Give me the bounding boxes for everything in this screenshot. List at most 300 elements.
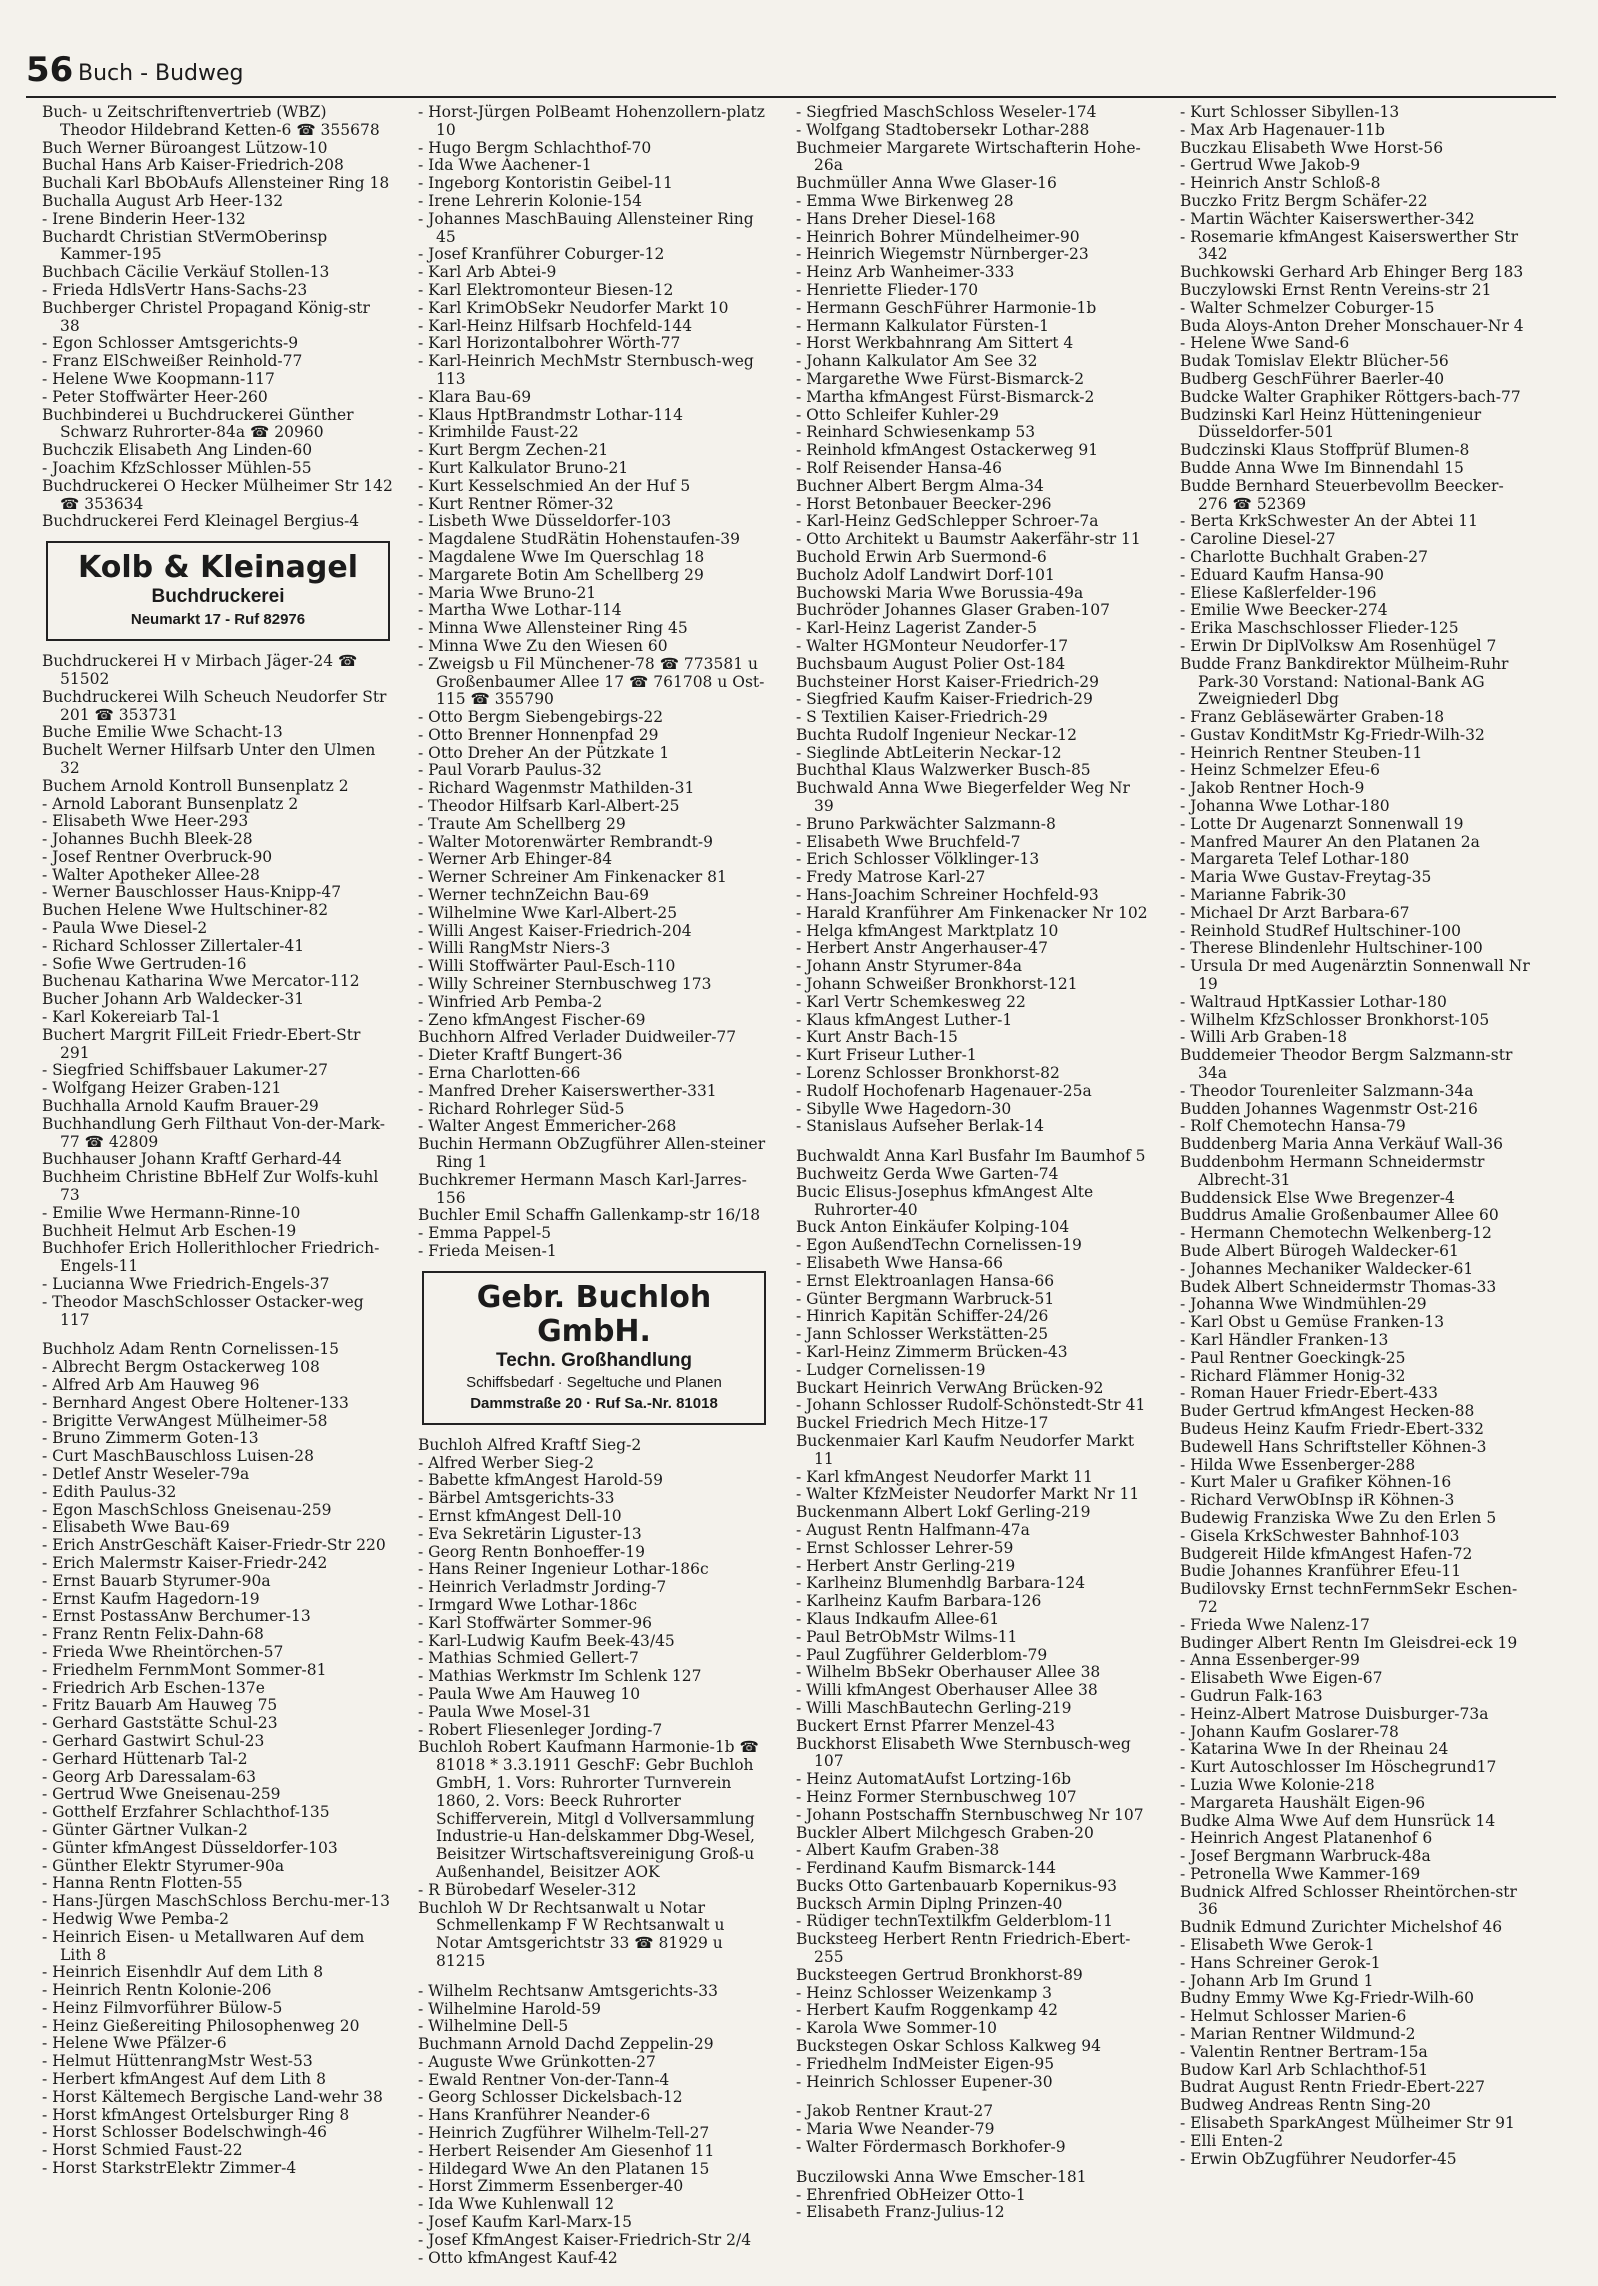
directory-entry: Buchberger Christel Propagand König-str 38 xyxy=(42,298,370,335)
directory-entry: - Heinrich Bohrer Mündelheimer-90 xyxy=(796,227,1080,246)
directory-entry: Buchröder Johannes Glaser Graben-107 xyxy=(796,601,1110,620)
directory-entry: - Dieter Kraftf Bungert-36 xyxy=(418,1046,623,1065)
directory-entry: Bucks Otto Gartenbauarb Kopernikus-93 xyxy=(796,1876,1118,1895)
directory-entry: Buchloh Alfred Kraftf Sieg-2 xyxy=(418,1435,642,1454)
advertisement-box xyxy=(46,541,390,641)
directory-entry: - Heinrich Anstr Schloß-8 xyxy=(1180,174,1381,193)
directory-entry: - Ernst Elektroanlagen Hansa-66 xyxy=(796,1271,1055,1290)
directory-entry: Buchhauser Johann Kraftf Gerhard-44 xyxy=(42,1150,342,1169)
directory-entry: - Brigitte VerwAngest Mülheimer-58 xyxy=(42,1411,328,1430)
directory-entry: - Emma Pappel-5 xyxy=(418,1224,552,1243)
directory-entry: Budny Emmy Wwe Kg-Friedr-Wilh-60 xyxy=(1180,1989,1474,2008)
directory-entry: - Robert Fliesenleger Jording-7 xyxy=(418,1720,663,1739)
directory-entry: - Erika Maschschlosser Flieder-125 xyxy=(1180,619,1459,638)
directory-entry: Budke Alma Wwe Auf dem Hunsrück 14 xyxy=(1180,1811,1496,1830)
directory-entry: Buchkowski Gerhard Arb Ehinger Berg 183 xyxy=(1180,263,1524,282)
directory-entry: Buchwaldt Anna Karl Busfahr Im Baumhof 5 xyxy=(796,1147,1146,1166)
directory-entry: - Friedhelm IndMeister Eigen-95 xyxy=(796,2054,1055,2073)
advertiser-subtitle: Buchdruckerei xyxy=(151,586,285,608)
directory-entry: - Karl Arb Abtei-9 xyxy=(418,263,557,282)
directory-entry: - Waltraud HptKassier Lothar-180 xyxy=(1180,992,1447,1011)
directory-entry: - Ingeborg Kontoristin Geibel-11 xyxy=(418,174,673,193)
directory-entry: - Marianne Fabrik-30 xyxy=(1180,886,1347,905)
directory-entry: Buddenberg Maria Anna Verkäuf Wall-36 xyxy=(1180,1135,1504,1154)
directory-entry: Budrat August Rentn Friedr-Ebert-227 xyxy=(1180,2078,1485,2097)
directory-entry: Budow Karl Arb Schlachthof-51 xyxy=(1180,2060,1429,2079)
directory-entry: - August Rentn Halfmann-47a xyxy=(796,1520,1030,1539)
directory-entry: - Rosemarie kfmAngest Kaiserswerther Str 342 xyxy=(1180,227,1519,264)
directory-entry: - Sofie Wwe Gertruden-16 xyxy=(42,954,247,973)
directory-entry: - Josef Bergmann Warbruck-48a xyxy=(1180,1847,1431,1866)
running-head: Buch - Budweg xyxy=(78,61,244,86)
directory-entry: Budilovsky Ernst technFernmSekr Eschen-72 xyxy=(1180,1580,1518,1616)
directory-entry: Buchdruckerei H v Mirbach Jäger-24 ☎ 51502 xyxy=(42,652,358,688)
directory-entry: - Friedhelm FernmMont Sommer-81 xyxy=(42,1660,327,1679)
directory-entry: - Helga kfmAngest Marktplatz 10 xyxy=(796,921,1059,940)
directory-entry: - Elisabeth Wwe Hansa-66 xyxy=(796,1254,1004,1272)
directory-entry: Buckenmann Albert Lokf Gerling-219 xyxy=(796,1503,1091,1522)
directory-entry: Buckenmaier Karl Kaufm Neudorfer Markt 11 xyxy=(796,1431,1135,1468)
directory-entry: - Gudrun Falk-163 xyxy=(1180,1686,1323,1705)
directory-entry: Buchen Helene Wwe Hultschiner-82 xyxy=(42,901,329,920)
directory-entry: - Herbert kfmAngest Auf dem Lith 8 xyxy=(42,2070,326,2089)
directory-entry: - Eduard Kaufm Hansa-90 xyxy=(1180,565,1384,584)
directory-entry: - Karl Horizontalbohrer Wörth-77 xyxy=(418,334,681,353)
directory-entry: - Ludger Cornelissen-19 xyxy=(796,1360,986,1379)
directory-entry: - Paula Wwe Mosel-31 xyxy=(418,1702,592,1721)
directory-entry: - Kurt Kalkulator Bruno-21 xyxy=(418,458,629,477)
directory-entry: Bude Albert Bürogeh Waldecker-61 xyxy=(1180,1242,1459,1260)
directory-entry: - Willi Arb Graben-18 xyxy=(1180,1028,1348,1047)
directory-entry: - Manfred Dreher Kaiserswerther-331 xyxy=(418,1081,717,1100)
directory-entry: - Hugo Bergm Schlachthof-70 xyxy=(418,138,652,157)
directory-entry: Budde Anna Wwe Im Binnendahl 15 xyxy=(1180,458,1464,477)
directory-entry: - Rüdiger technTextilkfm Gelderblom-11 xyxy=(796,1912,1114,1931)
directory-entry: Buczkau Elisabeth Wwe Horst-56 xyxy=(1180,138,1444,157)
directory-entry: - R Bürobedarf Weseler-312 xyxy=(418,1880,637,1899)
directory-entry: - Wolfgang Stadtobersekr Lothar-288 xyxy=(796,120,1090,139)
spacer xyxy=(418,1971,770,1983)
directory-entry: - Erna Charlotten-66 xyxy=(418,1064,581,1083)
directory-entry: - Klaus kfmAngest Luther-1 xyxy=(796,1010,1013,1029)
directory-entry: - Helmut Schlosser Marien-6 xyxy=(1180,2007,1407,2026)
directory-entry: - Willy Schreiner Sternbuschweg 173 xyxy=(418,975,712,994)
directory-entry: - Werner technZeichn Bau-69 xyxy=(418,886,650,905)
directory-entry: - Detlef Anstr Weseler-79a xyxy=(42,1464,250,1483)
directory-entry: - Frieda HdlsVertr Hans-Sachs-23 xyxy=(42,280,308,299)
directory-entry: - Hinrich Kapitän Schiffer-24/26 xyxy=(796,1307,1049,1326)
directory-entry: - Elli Enten-2 xyxy=(1180,2131,1284,2150)
directory-entry: - Lotte Dr Augenarzt Sonnenwall 19 xyxy=(1180,814,1464,833)
directory-entry: Buchhandlung Gerh Filthaut Von-der-Mark-77 ☎ 42809 xyxy=(42,1114,386,1151)
directory-entry: - Werner Bauschlosser Haus-Knipp-47 xyxy=(42,883,342,902)
advertiser-address: Neumarkt 17 - Ruf 82976 xyxy=(130,611,306,629)
directory-entry: - Irmgard Wwe Lothar-186c xyxy=(418,1595,638,1614)
directory-entry: Buchheim Christine BbHelf Zur Wolfs-kuhl 73 xyxy=(42,1168,379,1205)
directory-entry: - Heinrich Wiegemstr Nürnberger-23 xyxy=(796,245,1089,264)
advertisement-box xyxy=(422,1271,766,1425)
directory-entry: - Richard Wagenmstr Mathilden-31 xyxy=(418,779,695,798)
directory-entry: - Klaus HptBrandmstr Lothar-114 xyxy=(418,405,683,424)
directory-entry: - Werner Arb Ehinger-84 xyxy=(418,850,613,869)
directory-entry: - Walter HGMonteur Neudorfer-17 xyxy=(796,636,1069,655)
directory-entry: - Emilie Wwe Beecker-274 xyxy=(1180,601,1388,620)
directory-entry: - Reinhold kfmAngest Ostackerweg 91 xyxy=(796,441,1099,460)
directory-entry: Buchloh Robert Kaufmann Harmonie-1b ☎ 81018 * 3.3.1911 GeschF: Gebr Buchloh GmbH, 1. Vors: Ruhrorter Turnverein 1860, 2. Vors: Beeck Ruhrorter Schifferverein, Mitgl d Vollversammlung Industrie-u Han-delskammer Dbg-Wesel, Beisitzer Wirtschaftsvereinigung Groß-u Außenhandel, Beisitzer AOK xyxy=(418,1738,759,1881)
directory-entry: Buchhofer Erich Hollerithlocher Friedrich-Engels-11 xyxy=(42,1239,380,1276)
directory-entry: Budde Franz Bankdirektor Mülheim-Ruhr Park-30 Vorstand: National-Bank AG Zweigniederl Dbg xyxy=(1180,654,1509,709)
directory-entry: - Otto Bergm Siebengebirgs-22 xyxy=(418,708,664,727)
directory-entry: - Johannes Mechaniker Waldecker-61 xyxy=(1180,1259,1474,1278)
directory-entry: - Werner Schreiner Am Finkenacker 81 xyxy=(418,868,727,887)
directory-entry: - Elisabeth Wwe Bruchfeld-7 xyxy=(796,832,1021,851)
directory-entry: Buck Anton Einkäufer Kolping-104 xyxy=(796,1218,1070,1237)
directory-entry: - Hermann Chemotechn Welkenberg-12 xyxy=(1180,1224,1492,1243)
directory-entry: Buchthal Klaus Walzwerker Busch-85 xyxy=(796,761,1091,780)
directory-entry: - Gertrud Wwe Jakob-9 xyxy=(1180,156,1361,175)
directory-entry: Budnick Alfred Schlosser Rheintörchen-str 36 xyxy=(1180,1882,1517,1919)
directory-entry: - Petronella Wwe Kammer-169 xyxy=(1180,1864,1421,1883)
column-3 xyxy=(796,104,1148,2269)
directory-entry: - Horst Werkbahnrang Am Sittert 4 xyxy=(796,334,1074,353)
directory-entry: Buchali Karl BbObAufs Allensteiner Ring 18 xyxy=(42,174,390,193)
directory-entry: - Margarethe Wwe Fürst-Bismarck-2 xyxy=(796,369,1085,388)
directory-entry: - Egon AußendTechn Cornelissen-19 xyxy=(796,1236,1082,1255)
directory-entry: - Günther Elektr Styrumer-90a xyxy=(42,1856,285,1875)
directory-entry: - Richard Schlosser Zillertaler-41 xyxy=(42,936,305,955)
directory-entry: - Wilhelm BbSekr Oberhauser Allee 38 xyxy=(796,1663,1101,1682)
directory-entry: - Paul Vorarb Paulus-32 xyxy=(418,761,602,780)
directory-entry: - Josef Kranführer Coburger-12 xyxy=(418,245,665,264)
directory-entry: - Willi Stoffwärter Paul-Esch-110 xyxy=(418,957,676,976)
directory-entry: - Karlheinz Kaufm Barbara-126 xyxy=(796,1592,1042,1611)
directory-entry: Budzinski Karl Heinz Hütteningenieur Düsseldorfer-501 xyxy=(1180,405,1482,442)
directory-entry: - Ehrenfried ObHeizer Otto-1 xyxy=(796,2185,1026,2204)
directory-entry: - Helene Wwe Sand-6 xyxy=(1180,334,1350,353)
directory-entry: - Marian Rentner Wildmund-2 xyxy=(1180,2025,1416,2044)
directory-entry: - Walter Fördermasch Borkhofer-9 xyxy=(796,2138,1066,2157)
directory-entry: Buchweitz Gerda Wwe Garten-74 xyxy=(796,1165,1059,1184)
directory-entry: - Charlotte Buchhalt Graben-27 xyxy=(1180,547,1428,566)
directory-entry: - Otto Schleifer Kuhler-29 xyxy=(796,405,999,424)
directory-entry: - Elisabeth Wwe Gerok-1 xyxy=(1180,1936,1375,1955)
directory-entry: - Paul Zugführer Gelderblom-79 xyxy=(796,1645,1048,1664)
directory-entry: - Ernst Bauarb Styrumer-90a xyxy=(42,1571,271,1590)
directory-entry: - Erich AnstrGeschäft Kaiser-Friedr-Str 220 xyxy=(42,1536,386,1555)
directory-entry: - Horst kfmAngest Ortelsburger Ring 8 xyxy=(42,2105,350,2124)
directory-entry: - Maria Wwe Bruno-21 xyxy=(418,583,597,602)
directory-entry: Buchsteiner Horst Kaiser-Friedrich-29 xyxy=(796,672,1099,691)
directory-entry: Buchin Hermann ObZugführer Allen-steiner Ring 1 xyxy=(418,1135,766,1172)
directory-entry: - Heinrich Rentner Steuben-11 xyxy=(1180,743,1423,762)
directory-entry: - Kurt Maler u Grafiker Köhnen-16 xyxy=(1180,1473,1452,1492)
directory-entry: Buchalla August Arb Heer-132 xyxy=(42,191,284,210)
directory-entry: - Klaus Indkaufm Allee-61 xyxy=(796,1609,1000,1628)
directory-entry: - Maria Wwe Neander-79 xyxy=(796,2120,995,2139)
directory-entry: - Heinz Schlosser Weizenkamp 3 xyxy=(796,1983,1053,2002)
directory-entry: - Paula Wwe Am Hauweg 10 xyxy=(418,1684,641,1703)
directory-entry: - Georg Schlosser Dickelsbach-12 xyxy=(418,2088,683,2107)
directory-entry: - Karl-Heinz GedSchlepper Schroer-7a xyxy=(796,512,1099,531)
page-number: 56 xyxy=(26,50,74,90)
directory-entry: Buczko Fritz Bergm Schäfer-22 xyxy=(1180,191,1428,210)
directory-entry: Budde Bernhard Steuerbevollm Beecker-276 ☎ 52369 xyxy=(1180,476,1504,513)
directory-entry: - Franz Gebläsewärter Graben-18 xyxy=(1180,708,1445,727)
directory-entry: - Reinhold StudRef Hultschiner-100 xyxy=(1180,921,1461,940)
directory-entry: - Paula Wwe Diesel-2 xyxy=(42,919,208,938)
directory-entry: Budek Albert Schneidermstr Thomas-33 xyxy=(1180,1277,1497,1296)
directory-entry: - Hans Reiner Ingenieur Lothar-186c xyxy=(418,1560,709,1579)
directory-entry: - Michael Dr Arzt Barbara-67 xyxy=(1180,903,1410,922)
directory-entry: - Anna Essenberger-99 xyxy=(1180,1651,1360,1670)
directory-entry: - Katarina Wwe In der Rheinau 24 xyxy=(1180,1740,1449,1759)
directory-entry: Buckhorst Elisabeth Wwe Sternbusch-weg 107 xyxy=(796,1734,1131,1771)
directory-entry: - Paul BetrObMstr Wilms-11 xyxy=(796,1627,1018,1646)
directory-entry: - Theodor Tourenleiter Salzmann-34a xyxy=(1180,1081,1474,1100)
directory-entry: - Klara Bau-69 xyxy=(418,387,532,406)
directory-entry: - Siegfried MaschSchloss Weseler-174 xyxy=(796,104,1097,121)
directory-entry: - Karl kfmAngest Neudorfer Markt 11 xyxy=(796,1467,1093,1486)
directory-entry: Budinger Albert Rentn Im Gleisdrei-eck 19 xyxy=(1180,1633,1518,1652)
directory-entry: - Helene Wwe Pfälzer-6 xyxy=(42,2034,227,2053)
directory-entry: - Karl Kokereiarb Tal-1 xyxy=(42,1008,221,1027)
directory-entry: - Günter kfmAngest Düsseldorfer-103 xyxy=(42,1838,338,1857)
directory-entry: - Wilhelm KfzSchlosser Bronkhorst-105 xyxy=(1180,1010,1490,1029)
directory-entry: - Karl Elektromonteur Biesen-12 xyxy=(418,280,674,299)
directory-entry: - Richard Flämmer Honig-32 xyxy=(1180,1366,1406,1385)
directory-entry: - Martin Wächter Kaiserswerther-342 xyxy=(1180,209,1475,228)
directory-entry: - Minna Wwe Zu den Wiesen 60 xyxy=(418,636,668,655)
directory-entry: - Heinrich Verladmstr Jording-7 xyxy=(418,1578,667,1597)
directory-entry: - Hans-Joachim Schreiner Hochfeld-93 xyxy=(796,886,1099,905)
column-4 xyxy=(1180,104,1532,2269)
directory-entry: Buchelt Werner Hilfsarb Unter den Ulmen 32 xyxy=(42,741,376,777)
directory-entry: - Rudolf Hochofenarb Hagenauer-25a xyxy=(796,1081,1092,1100)
directory-entry: - Willi kfmAngest Oberhauser Allee 38 xyxy=(796,1681,1098,1700)
directory-entry: - Walter Schmelzer Coburger-15 xyxy=(1180,298,1435,317)
directory-entry: - Bruno Parkwächter Salzmann-8 xyxy=(796,814,1056,833)
directory-entry: - Karl KrimObSekr Neudorfer Markt 10 xyxy=(418,298,729,317)
directory-entry: - Hildegard Wwe An den Platanen 15 xyxy=(418,2159,710,2178)
directory-entry: - Martha Wwe Lothar-114 xyxy=(418,601,622,620)
directory-entry: Buchmüller Anna Wwe Glaser-16 xyxy=(796,174,1057,193)
directory-entry: Budak Tomislav Elektr Blücher-56 xyxy=(1180,352,1449,371)
directory-entry: - Hedwig Wwe Pemba-2 xyxy=(42,1909,230,1928)
directory-entry: - Gerhard Gaststätte Schul-23 xyxy=(42,1714,278,1733)
directory-entry: - Jakob Rentner Hoch-9 xyxy=(1180,779,1365,798)
directory-entry: Buchmeier Margarete Wirtschafterin Hohe-26a xyxy=(796,138,1141,175)
directory-entry: - Horst Kältemech Bergische Land-wehr 38 xyxy=(42,2087,383,2106)
directory-entry: Buch- u Zeitschriftenvertrieb (WBZ) Theodor Hildebrand Ketten-6 ☎ 355678 xyxy=(42,104,380,139)
directory-entry: - Margarete Botin Am Schellberg 29 xyxy=(418,565,704,584)
directory-entry: - Margareta Telef Lothar-180 xyxy=(1180,850,1410,869)
directory-entry: - Willi MaschBautechn Gerling-219 xyxy=(796,1698,1072,1717)
directory-entry: - Richard Rohrleger Süd-5 xyxy=(418,1099,625,1118)
directory-entry: - Franz ElSchweißer Reinhold-77 xyxy=(42,352,303,371)
directory-entry: Budeus Heinz Kaufm Friedr-Ebert-332 xyxy=(1180,1419,1484,1438)
directory-entry: - Ernst kfmAngest Dell-10 xyxy=(418,1506,622,1525)
directory-entry: - Johann Schweißer Bronkhorst-121 xyxy=(796,975,1078,994)
directory-entry: - Hans-Jürgen MaschSchloss Berchu-mer-13 xyxy=(42,1892,390,1911)
directory-entry: Buddensick Else Wwe Bregenzer-4 xyxy=(1180,1188,1455,1207)
directory-entry: - Siegfried Kaufm Kaiser-Friedrich-29 xyxy=(796,690,1093,709)
directory-entry: - Gerhard Hüttenarb Tal-2 xyxy=(42,1749,248,1768)
directory-entry: - Magdalene Wwe Im Querschlag 18 xyxy=(418,547,705,566)
directory-entry: - Kurt Autoschlosser Im Höschegrund17 xyxy=(1180,1758,1497,1777)
directory-entry: - Auguste Wwe Grünkotten-27 xyxy=(418,2052,656,2071)
directory-entry: - Karl Händler Franken-13 xyxy=(1180,1330,1389,1349)
directory-entry: - Gotthelf Erzfahrer Schlachthof-135 xyxy=(42,1803,330,1822)
directory-entry: - Irene Binderin Heer-132 xyxy=(42,209,246,228)
directory-entry: Buchholz Adam Rentn Cornelissen-15 xyxy=(42,1340,340,1359)
directory-entry: - Hans Kranführer Neander-6 xyxy=(418,2106,651,2125)
directory-entry: - Alfred Werber Sieg-2 xyxy=(418,1453,594,1472)
directory-entry: - Albrecht Bergm Ostackerweg 108 xyxy=(42,1358,320,1377)
directory-entry: - Erwin Dr DiplVolksw Am Rosenhügel 7 xyxy=(1180,636,1497,655)
directory-entry: - Willi RangMstr Niers-3 xyxy=(418,939,611,958)
directory-entry: - Josef KfmAngest Kaiser-Friedrich-Str 2/4 xyxy=(418,2230,752,2249)
directory-entry: - Karl-Ludwig Kaufm Beek-43/45 xyxy=(418,1631,675,1650)
advertiser-name: Gebr. Buchloh GmbH. xyxy=(476,1279,712,1349)
directory-entry: Buchal Hans Arb Kaiser-Friedrich-208 xyxy=(42,156,344,175)
directory-entry: - Johanna Wwe Lothar-180 xyxy=(1180,797,1390,816)
directory-entry: - Roman Hauer Friedr-Ebert-433 xyxy=(1180,1384,1438,1403)
directory-entry: Buckler Albert Milchgesch Graben-20 xyxy=(796,1823,1094,1842)
directory-entry: - Sieglinde AbtLeiterin Neckar-12 xyxy=(796,743,1062,762)
directory-entry: Buddemeier Theodor Bergm Salzmann-str 34a xyxy=(1180,1046,1513,1083)
directory-entry: - Theodor MaschSchlosser Ostacker-weg 117 xyxy=(42,1292,364,1329)
directory-entry: - Therese Blindenlehr Hultschiner-100 xyxy=(1180,939,1483,958)
directory-entry: - Zeno kfmAngest Fischer-69 xyxy=(418,1010,646,1029)
directory-entry: - Reinhard Schwiesenkamp 53 xyxy=(796,423,1036,442)
directory-entry: - Karl-Heinz Hilfsarb Hochfeld-144 xyxy=(418,316,693,335)
directory-entry: - Edith Paulus-32 xyxy=(42,1482,177,1501)
column-2 xyxy=(418,104,770,2269)
directory-entry: - Heinrich Zugführer Wilhelm-Tell-27 xyxy=(418,2124,710,2143)
directory-entry: - Karlheinz Blumenhdlg Barbara-124 xyxy=(796,1574,1086,1593)
directory-entry: Buch Werner Büroangest Lützow-10 xyxy=(42,138,328,157)
directory-entry: - S Textilien Kaiser-Friedrich-29 xyxy=(796,708,1048,727)
directory-entry: - Horst Zimmerm Essenberger-40 xyxy=(418,2177,684,2196)
directory-entry: - Horst-Jürgen PolBeamt Hohenzollern-platz 10 xyxy=(418,104,765,139)
directory-entry: - Krimhilde Faust-22 xyxy=(418,423,579,442)
directory-entry: Bucksch Armin Diplng Prinzen-40 xyxy=(796,1894,1063,1913)
directory-entry: Buchold Erwin Arb Suermond-6 xyxy=(796,547,1047,566)
directory-entry: - Herbert Kaufm Roggenkamp 42 xyxy=(796,2001,1058,2020)
directory-entry: Buchkremer Hermann Masch Karl-Jarres-156 xyxy=(418,1170,747,1207)
directory-entry: - Eliese Kaßlerfelder-196 xyxy=(1180,583,1377,602)
directory-entry: - Alfred Arb Am Hauweg 96 xyxy=(42,1376,260,1394)
directory-entry: - Karola Wwe Sommer-10 xyxy=(796,2019,998,2038)
directory-entry: - Rolf Reisender Hansa-46 xyxy=(796,458,1003,477)
directory-entry: - Lorenz Schlosser Bronkhorst-82 xyxy=(796,1064,1060,1083)
directory-entry: - Elisabeth Wwe Eigen-67 xyxy=(1180,1669,1383,1688)
directory-entry: - Gisela KrkSchwester Bahnhof-103 xyxy=(1180,1526,1460,1545)
directory-entry: Buchowski Maria Wwe Borussia-49a xyxy=(796,583,1084,602)
directory-entry: - Walter Angest Emmericher-268 xyxy=(418,1117,677,1136)
directory-entry: - Henriette Flieder-170 xyxy=(796,280,979,299)
directory-entry: Buchdruckerei Wilh Scheuch Neudorfer Str 201 ☎ 353731 xyxy=(42,687,387,724)
directory-entry: - Kurt Schlosser Sibyllen-13 xyxy=(1180,104,1400,121)
directory-entry: - Heinz Former Sternbuschweg 107 xyxy=(796,1787,1077,1806)
directory-entry: - Johannes MaschBauing Allensteiner Ring 45 xyxy=(418,209,754,246)
directory-entry: - Margareta Haushält Eigen-96 xyxy=(1180,1793,1426,1812)
directory-entry: Buchdruckerei Ferd Kleinagel Bergius-4 xyxy=(42,512,360,531)
directory-entry: - Friedrich Arb Eschen-137e xyxy=(42,1678,265,1697)
directory-entry: Buchwald Anna Wwe Biegerfelder Weg Nr 39 xyxy=(796,779,1130,816)
directory-entry: - Gustav KonditMstr Kg-Friedr-Wilh-32 xyxy=(1180,725,1485,744)
directory-entry: - Franz Rentn Felix-Dahn-68 xyxy=(42,1625,264,1644)
directory-entry: - Sibylle Wwe Hagedorn-30 xyxy=(796,1099,1012,1118)
directory-entry: - Wilhelm Rechtsanw Amtsgerichts-33 xyxy=(418,1981,718,2000)
directory-entry: Budewig Franziska Wwe Zu den Erlen 5 xyxy=(1180,1508,1497,1527)
directory-entry: - Heinz Filmvorführer Bülow-5 xyxy=(42,1998,283,2017)
directory-entry: - Ida Wwe Aachener-1 xyxy=(418,156,592,175)
directory-entry: Budczinski Klaus Stoffprüf Blumen-8 xyxy=(1180,441,1470,460)
directory-entry: Budnik Edmund Zurichter Michelshof 46 xyxy=(1180,1918,1503,1937)
directory-entry: - Luzia Wwe Kolonie-218 xyxy=(1180,1775,1375,1794)
directory-entry: Buchem Arnold Kontroll Bunsenplatz 2 xyxy=(42,776,349,795)
directory-entry: - Horst Schmied Faust-22 xyxy=(42,2141,243,2160)
directory-entry: Bucher Johann Arb Waldecker-31 xyxy=(42,990,305,1009)
directory-entry: - Heinrich Angest Platanenhof 6 xyxy=(1180,1829,1433,1848)
directory-entry: - Herbert Anstr Angerhauser-47 xyxy=(796,939,1049,958)
directory-entry: - Richard VerwObInsp iR Köhnen-3 xyxy=(1180,1491,1455,1510)
directory-entry: - Erich Malermstr Kaiser-Friedr-242 xyxy=(42,1553,328,1572)
directory-entry: - Heinrich Schlosser Eupener-30 xyxy=(796,2072,1053,2091)
directory-entry: - Ernst PostassAnw Berchumer-13 xyxy=(42,1607,311,1626)
directory-entry: Buda Aloys-Anton Dreher Monschauer-Nr 4 xyxy=(1180,316,1524,335)
directory-entry: - Ewald Rentner Von-der-Tann-4 xyxy=(418,2070,670,2089)
directory-entry: - Günter Gärtner Vulkan-2 xyxy=(42,1820,248,1839)
directory-entry: - Harald Kranführer Am Finkenacker Nr 102 xyxy=(796,903,1148,922)
directory-entry: Buchner Albert Bergm Alma-34 xyxy=(796,476,1044,495)
directory-entry: - Hans Schreiner Gerok-1 xyxy=(1180,1953,1381,1972)
directory-entry: - Stanislaus Aufseher Berlak-14 xyxy=(796,1117,1044,1136)
directory-entry: - Hilda Wwe Essenberger-288 xyxy=(1180,1455,1416,1474)
directory-entry: Buckart Heinrich VerwAng Brücken-92 xyxy=(796,1378,1104,1397)
directory-entry: - Johannes Buchh Bleek-28 xyxy=(42,830,253,849)
directory-entry: - Heinz Arb Wanheimer-333 xyxy=(796,263,1015,282)
directory-entry: - Curt MaschBauschloss Luisen-28 xyxy=(42,1447,314,1466)
directory-entry: Buchler Emil Schaffn Gallenkamp-str 16/18 xyxy=(418,1206,761,1225)
directory-entry: - Frieda Wwe Nalenz-17 xyxy=(1180,1615,1370,1634)
directory-entry: - Heinrich Eisen- u Metallwaren Auf dem Lith 8 xyxy=(42,1927,365,1964)
directory-entry: - Paul Rentner Goeckingk-25 xyxy=(1180,1348,1406,1367)
directory-entry: Buchheit Helmut Arb Eschen-19 xyxy=(42,1221,297,1240)
advertiser-address: Dammstraße 20 · Ruf Sa.-Nr. 81018 xyxy=(470,1394,718,1412)
directory-entry: Buddenbohm Hermann Schneidermstr Albrecht-31 xyxy=(1180,1153,1485,1189)
directory-entry: Budberg GeschFührer Baerler-40 xyxy=(1180,369,1445,388)
directory-entry: Budgereit Hilde kfmAngest Hafen-72 xyxy=(1180,1544,1473,1563)
directory-entry: Buchhalla Arnold Kaufm Brauer-29 xyxy=(42,1097,319,1116)
directory-entry: Bucksteegen Gertrud Bronkhorst-89 xyxy=(796,1965,1083,1984)
directory-entry: - Lucianna Wwe Friedrich-Engels-37 xyxy=(42,1275,330,1294)
directory-entry: - Johann Postschaffn Sternbuschweg Nr 107 xyxy=(796,1805,1144,1824)
advertiser-name: Kolb & Kleinagel xyxy=(77,550,358,586)
directory-entry: - Egon Schlosser Amtsgerichts-9 xyxy=(42,334,299,353)
directory-entry: - Gerhard Gastwirt Schul-23 xyxy=(42,1731,265,1750)
directory-entry: Buchbach Cäcilie Verkäuf Stollen-13 xyxy=(42,263,330,282)
directory-entry: - Heinz AutomatAufst Lortzing-16b xyxy=(796,1770,1071,1789)
directory-entry: - Hermann GeschFührer Harmonie-1b xyxy=(796,298,1097,317)
directory-entry: - Hans Dreher Diesel-168 xyxy=(796,209,996,228)
directory-entry: - Johanna Wwe Windmühlen-29 xyxy=(1180,1295,1427,1314)
directory-entry: Buchenau Katharina Wwe Mercator-112 xyxy=(42,972,360,991)
directory-entry: - Wilhelmine Harold-59 xyxy=(418,1999,601,2018)
advertiser-line: Schiffsbedarf · Segeltuche und Planen xyxy=(466,1373,722,1391)
directory-entry: - Magdalene StudRätin Hohenstaufen-39 xyxy=(418,530,740,549)
